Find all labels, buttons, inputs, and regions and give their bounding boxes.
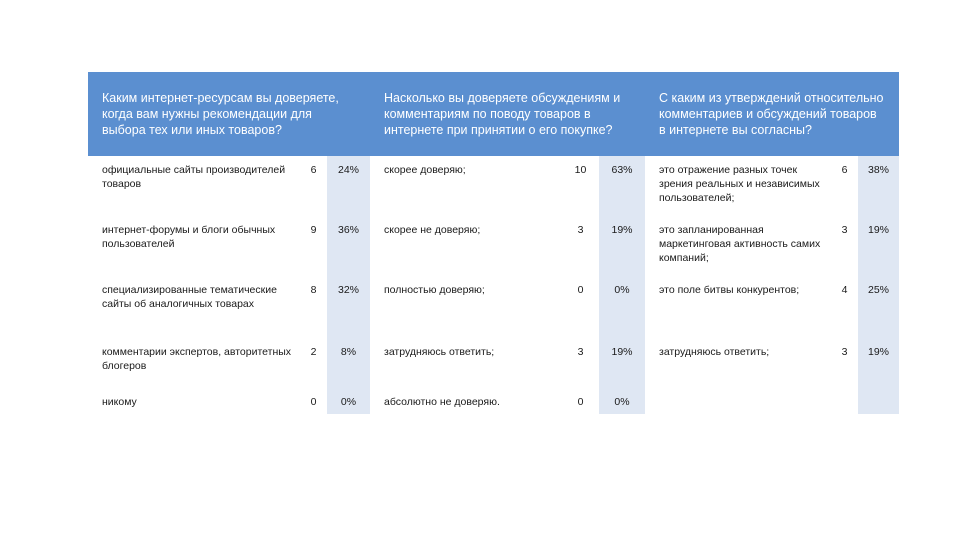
answer-count: 3: [577, 346, 584, 358]
table-row: [88, 388, 899, 414]
answer-percent: 19%: [858, 338, 899, 388]
answer-label: скорее доверяю;: [384, 164, 466, 176]
answer-percent: 0%: [599, 276, 645, 338]
answer-count: 4: [841, 284, 848, 296]
table-row: [88, 338, 899, 388]
header-question-3: С каким из утверждений относительно комментариев и обсуждений товаров в интернете вы согласны?: [645, 72, 899, 156]
answer-label: официальные сайты производителей товаров: [102, 164, 286, 190]
answer-label: никому: [102, 396, 137, 408]
answer-label: это поле битвы конкурентов;: [659, 284, 800, 296]
answer-count: 3: [841, 346, 848, 358]
answer-count: 0: [577, 284, 584, 296]
answer-label: затрудняюсь ответить;: [659, 346, 770, 358]
answer-percent: 36%: [327, 216, 370, 276]
answer-label: скорее не доверяю;: [384, 224, 481, 236]
answer-percent: 19%: [858, 216, 899, 276]
empty-cell: [831, 388, 858, 414]
answer-count: 0: [577, 396, 584, 408]
answer-label: затрудняюсь ответить;: [384, 346, 495, 358]
header-row: [88, 72, 899, 156]
answer-count: 8: [310, 284, 317, 296]
answer-count: 6: [841, 164, 848, 176]
answer-percent: 0%: [599, 388, 645, 414]
answer-percent: 19%: [599, 216, 645, 276]
empty-cell: [645, 388, 831, 414]
answer-percent: 19%: [599, 338, 645, 388]
answer-label: полностью доверяю;: [384, 284, 485, 296]
answer-percent: 0%: [327, 388, 370, 414]
answer-percent: 24%: [327, 156, 370, 216]
answer-label: специализированные тематические сайты об аналогичных товарах: [102, 284, 277, 310]
answer-count: 0: [310, 396, 317, 408]
answer-count: 6: [310, 164, 317, 176]
answer-label: интернет-форумы и блоги обычных пользователей: [102, 224, 276, 250]
table-row: [88, 216, 899, 276]
answer-count: 9: [310, 224, 317, 236]
answer-percent: 32%: [327, 276, 370, 338]
answer-percent: 38%: [858, 156, 899, 216]
header-question-1: Каким интернет-ресурсам вы доверяете, когда вам нужны рекомендации для выбора тех или иных товаров?: [88, 72, 370, 156]
answer-count: 2: [310, 346, 317, 358]
answer-label: это запланированная маркетинговая активность самих компаний;: [659, 224, 821, 264]
answer-percent: 63%: [599, 156, 645, 216]
answer-percent: 25%: [858, 276, 899, 338]
answer-count: 10: [574, 164, 587, 176]
answer-count: 3: [577, 224, 584, 236]
answer-percent: 8%: [327, 338, 370, 388]
table-row: [88, 156, 899, 216]
answer-label: это отражение разных точек зрения реальных и независимых пользователей;: [659, 164, 820, 204]
empty-cell: [858, 388, 899, 414]
answer-count: 3: [841, 224, 848, 236]
answer-label: абсолютно не доверяю.: [384, 396, 500, 408]
table-row: [88, 276, 899, 338]
header-question-2: Насколько вы доверяете обсуждениям и комментариям по поводу товаров в интернете при принятии о его покупке?: [370, 72, 645, 156]
answer-label: комментарии экспертов, авторитетных блогеров: [102, 346, 292, 372]
survey-results-table: [88, 72, 899, 414]
